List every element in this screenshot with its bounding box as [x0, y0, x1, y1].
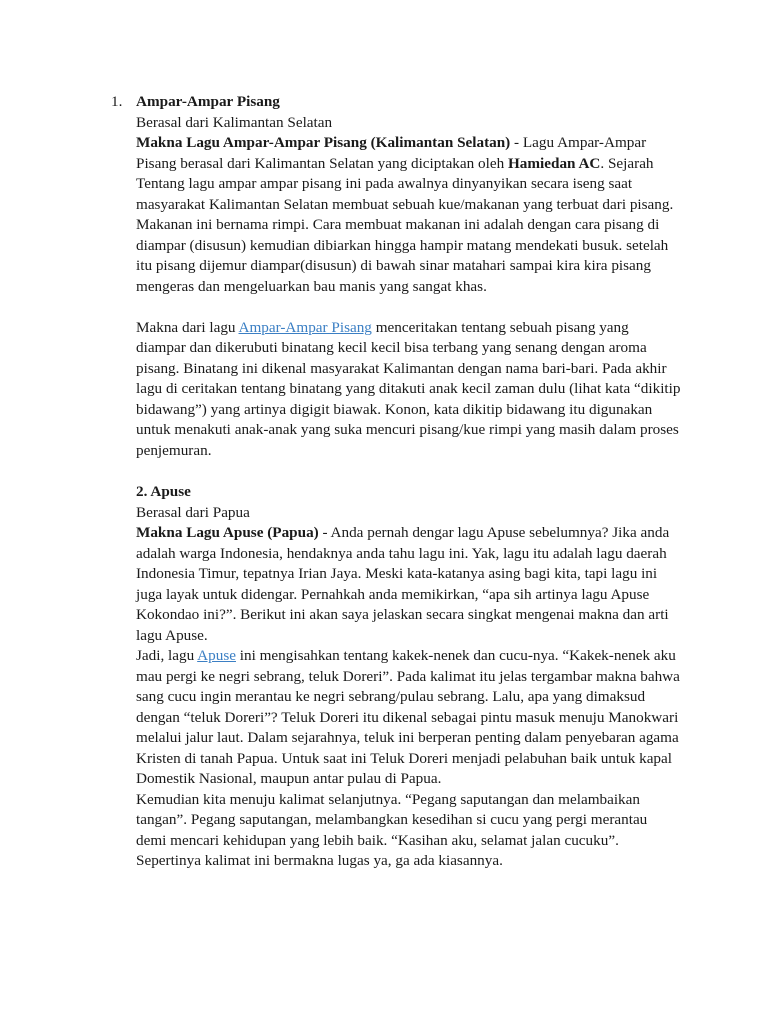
- song-link-apuse[interactable]: Apuse: [197, 647, 236, 664]
- paragraph-text: . Sejarah Tentang lagu ampar ampar pisang ini pada awalnya dinyanyikan secara iseng saat masyarakat Kalimantan Selatan membuat sebuah kue/makanan yang terbuat dari pisang. Makanan ini bernama rimpi. Cara membuat makanan ini adalah dengan cara pisang di diampar (disusun) kemudian dibiarkan hingga hampir matang mendekati busuk. setelah itu pisang dijemur diampar(disusun) di bawah sinar matahari sampai kira kira pisang mengeras dan mengeluarkan bau manis yang sangat khas.: [136, 154, 674, 295]
- paragraph-intro: [136, 133, 681, 297]
- section-body: [136, 482, 681, 872]
- song-link-ampar-ampar-pisang[interactable]: Ampar-Ampar Pisang: [238, 318, 372, 336]
- section-body: [136, 92, 681, 461]
- creator-name: Hamiedan AC: [507, 154, 601, 172]
- section-title: 2. Apuse: [136, 483, 191, 500]
- paragraph-heading: Makna Lagu Apuse (Papua): [136, 524, 319, 541]
- paragraph-closing: Kemudian kita menuju kalimat selanjutnya. “Pegang saputangan dan melambaikan tangan”. Pegang saputangan, melambangkan kesedihan si cucu yang pergi merantau demi mencari kehidupan yang lebih baik. “Kasihan aku, selamat jalan cucuku”. Sepertinya kalimat ini bermakna lugas ya, ga ada kiasannya.: [136, 790, 648, 869]
- section-origin: Berasal dari Kalimantan Selatan: [136, 113, 333, 131]
- paragraph-story: [136, 646, 681, 790]
- paragraph-text: ini mengisahkan tentang kakek-nenek dan cucu-nya. “Kakek-nenek aku mau pergi ke negri sebrang, teluk Doreri”. Pada kalimat itu jelas tergambar makna bahwa sang cucu ingin merantau ke negri sebrang/pulau sebrang. Lalu, apa yang dimaksud dengan “teluk Doreri”? Teluk Doreri itu dikenal sebagai pintu masuk menuju Manokwari melalui jalur laut. Dalam sejarahnya, teluk ini berperan penting dalam penyebaran agama Kristen di tanah Papua. Untuk saat ini Teluk Doreri menjadi pelabuhan baik untuk kapal Domestik Nasional, maupun antar pulau di Papua.: [136, 647, 680, 787]
- paragraph-text: - Lagu Ampar-Ampar Pisang berasal dari Kalimantan Selatan yang diciptakan oleh: [136, 134, 647, 172]
- section-origin: Berasal dari Papua: [136, 503, 250, 521]
- section-title: Ampar-Ampar Pisang: [136, 93, 280, 110]
- paragraph-text: Makna dari lagu: [136, 318, 239, 336]
- paragraph-intro: [136, 523, 681, 646]
- paragraph-text: Jadi, lagu: [136, 647, 198, 664]
- list-number: 1.: [111, 93, 123, 110]
- paragraph-text: - Anda pernah dengar lagu Apuse sebelumnya? Jika anda adalah warga Indonesia, hendaknya anda tahu lagu ini. Yak, lagu itu adalah lagu daerah Indonesia Timur, tepatnya Irian Jaya. Meski kata-katanya asing bagi kita, tapi lagu ini juga layak untuk didengar. Pernahkah anda memikirkan, “apa sih artinya lagu Apuse Kokondao ini?”. Berikut ini akan saya jelaskan secara singkat mengenai makna dan arti lagu Apuse.: [136, 524, 670, 644]
- paragraph-text: menceritakan tentang sebuah pisang yang diampar dan dikerubuti binatang kecil kecil bisa terbang yang senang dengan aroma pisang. Binatang ini dikenal masyarakat Kalimantan dengan nama bari-bari. Pada akhir lagu di ceritakan tentang binatang yang ditakuti anak kecil zaman dulu (lihat kata “dikitip bidawang”) yang artinya digigit biawak. Konon, kata dikitip bidawang itu digunakan untuk menakuti anak-anak yang suka mencuri pisang/kue rimpi yang masih dalam proses penjemuran.: [136, 318, 681, 459]
- paragraph-meaning: [136, 318, 681, 462]
- paragraph-heading: Makna Lagu Ampar-Ampar Pisang (Kalimantan Selatan): [136, 134, 511, 151]
